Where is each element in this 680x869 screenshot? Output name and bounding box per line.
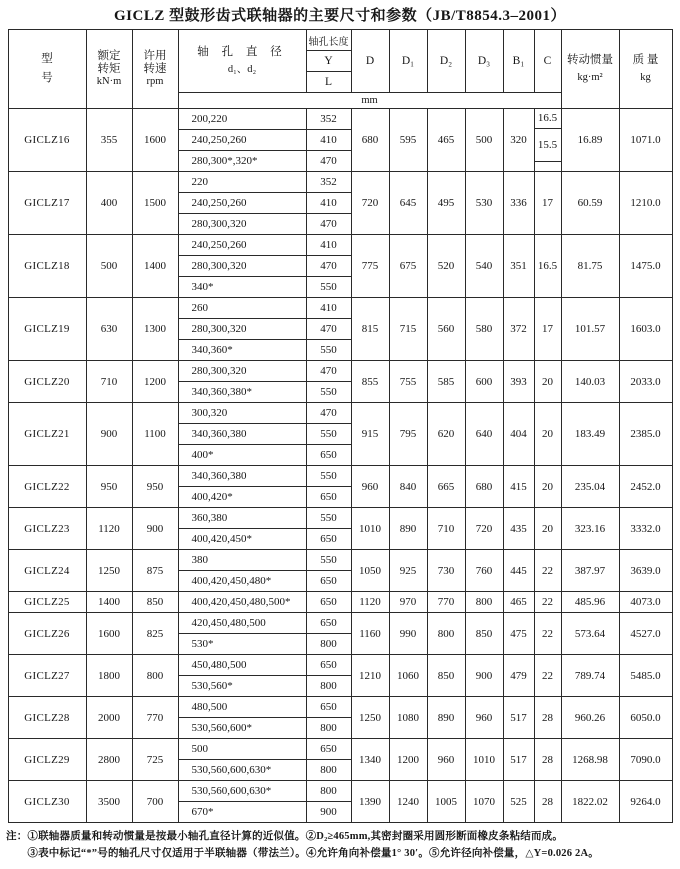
cell-B1: 517	[503, 697, 534, 739]
cell-D3: 500	[465, 109, 503, 172]
notes-line1: ①联轴器质量和转动惯量是按最小轴孔直径计算的近似值。②D₂≥465mm,其密封圈采用圆形断面橡皮条粘结而成。	[27, 831, 564, 842]
cell-C: 28	[534, 697, 561, 739]
cell-inertia: 960.26	[561, 697, 619, 739]
cell-inertia: 789.74	[561, 655, 619, 697]
cell-inertia: 140.03	[561, 361, 619, 403]
cell-D2: 730	[427, 550, 465, 592]
cell-D: 915	[351, 403, 389, 466]
cell-D: 1010	[351, 508, 389, 550]
cell-bore-length: 410	[306, 298, 351, 319]
cell-B1: 404	[503, 403, 534, 466]
cell-D: 775	[351, 235, 389, 298]
cell-bore-length: 650	[306, 445, 351, 466]
cell-speed: 1300	[132, 298, 178, 361]
table-body	[8, 109, 672, 823]
cell-D2: 960	[427, 739, 465, 781]
cell-inertia: 387.97	[561, 550, 619, 592]
cell-D: 680	[351, 109, 389, 172]
cell-inertia: 16.89	[561, 109, 619, 172]
cell-D: 1390	[351, 781, 389, 823]
cell-inertia: 485.96	[561, 592, 619, 613]
cell-inertia: 235.04	[561, 466, 619, 508]
cell-D3: 760	[465, 550, 503, 592]
header-mass: 质 量 kg	[619, 30, 672, 109]
cell-D2: 770	[427, 592, 465, 613]
cell-mass: 2452.0	[619, 466, 672, 508]
cell-D1: 1240	[389, 781, 427, 823]
header-inertia: 转动惯量 kg·m²	[561, 30, 619, 109]
cell-D3: 960	[465, 697, 503, 739]
cell-D3: 1010	[465, 739, 503, 781]
cell-bore-diameter: 280,300,320	[178, 319, 306, 340]
cell-torque: 500	[86, 235, 132, 298]
cell-bore-length: 650	[306, 697, 351, 718]
cell-speed: 900	[132, 508, 178, 550]
header-dim-D3: D₃	[465, 30, 503, 93]
table-row	[8, 235, 672, 256]
table-row	[8, 109, 672, 130]
cell-C: 20	[534, 361, 561, 403]
cell-bore-diameter: 400*	[178, 445, 306, 466]
header-length-L: L	[306, 72, 351, 93]
cell-model: GICLZ25	[8, 592, 86, 613]
cell-bore-diameter: 400,420*	[178, 487, 306, 508]
cell-model: GICLZ23	[8, 508, 86, 550]
cell-bore-length: 352	[306, 172, 351, 193]
cell-bore-length: 550	[306, 277, 351, 298]
cell-B1: 415	[503, 466, 534, 508]
cell-mass: 1475.0	[619, 235, 672, 298]
cell-bore-diameter: 380	[178, 550, 306, 571]
cell-torque: 900	[86, 403, 132, 466]
cell-bore-length: 470	[306, 151, 351, 172]
cell-D: 960	[351, 466, 389, 508]
cell-speed: 1100	[132, 403, 178, 466]
cell-D3: 720	[465, 508, 503, 550]
cell-bore-length: 550	[306, 508, 351, 529]
cell-speed: 725	[132, 739, 178, 781]
cell-D1: 990	[389, 613, 427, 655]
cell-bore-length: 410	[306, 130, 351, 151]
cell-inertia: 1268.98	[561, 739, 619, 781]
cell-bore-diameter: 300,320	[178, 403, 306, 424]
cell-bore-length: 470	[306, 256, 351, 277]
cell-speed: 800	[132, 655, 178, 697]
cell-bore-length: 550	[306, 466, 351, 487]
cell-torque: 355	[86, 109, 132, 172]
cell-torque: 630	[86, 298, 132, 361]
cell-D3: 540	[465, 235, 503, 298]
cell-D1: 970	[389, 592, 427, 613]
spec-table	[8, 29, 673, 823]
header-dim-B1: B₁	[503, 30, 534, 93]
cell-D: 1160	[351, 613, 389, 655]
cell-mass: 1603.0	[619, 298, 672, 361]
table-row	[8, 466, 672, 487]
header-dim-D2: D₂	[427, 30, 465, 93]
notes-prefix: 注：	[6, 831, 28, 842]
cell-bore-length: 650	[306, 655, 351, 676]
cell-mass: 7090.0	[619, 739, 672, 781]
cell-speed: 1200	[132, 361, 178, 403]
cell-bore-diameter: 360,380	[178, 508, 306, 529]
cell-D: 855	[351, 361, 389, 403]
cell-model: GICLZ26	[8, 613, 86, 655]
cell-bore-length: 550	[306, 382, 351, 403]
cell-D3: 680	[465, 466, 503, 508]
cell-D2: 495	[427, 172, 465, 235]
cell-B1: 517	[503, 739, 534, 781]
cell-bore-diameter: 200,220	[178, 109, 306, 130]
cell-bore-diameter: 280,300,320	[178, 214, 306, 235]
header-dim-D: D	[351, 30, 389, 93]
cell-torque: 1400	[86, 592, 132, 613]
cell-torque: 710	[86, 361, 132, 403]
cell-D2: 890	[427, 697, 465, 739]
cell-bore-diameter: 530*	[178, 634, 306, 655]
table-row	[8, 739, 672, 760]
cell-bore-length: 550	[306, 550, 351, 571]
cell-C: 22	[534, 655, 561, 697]
cell-speed: 1500	[132, 172, 178, 235]
cell-bore-length: 800	[306, 781, 351, 802]
cell-D3: 530	[465, 172, 503, 235]
cell-D1: 890	[389, 508, 427, 550]
cell-B1: 445	[503, 550, 534, 592]
cell-D2: 620	[427, 403, 465, 466]
cell-bore-diameter: 400,420,450,480*	[178, 571, 306, 592]
cell-bore-diameter: 260	[178, 298, 306, 319]
cell-B1: 351	[503, 235, 534, 298]
cell-C: 28	[534, 781, 561, 823]
cell-model: GICLZ28	[8, 697, 86, 739]
cell-model: GICLZ30	[8, 781, 86, 823]
cell-torque: 1600	[86, 613, 132, 655]
cell-D3: 580	[465, 298, 503, 361]
cell-B1: 465	[503, 592, 534, 613]
cell-bore-diameter: 240,250,260	[178, 193, 306, 214]
cell-model: GICLZ27	[8, 655, 86, 697]
cell-D2: 465	[427, 109, 465, 172]
cell-bore-length: 650	[306, 529, 351, 550]
cell-model: GICLZ24	[8, 550, 86, 592]
cell-C: 16.5 15.5	[534, 109, 561, 172]
cell-speed: 700	[132, 781, 178, 823]
cell-B1: 475	[503, 613, 534, 655]
header-length-Y: Y	[306, 51, 351, 72]
cell-bore-length: 410	[306, 235, 351, 256]
cell-bore-diameter: 340,360,380*	[178, 382, 306, 403]
cell-D2: 850	[427, 655, 465, 697]
cell-D3: 1070	[465, 781, 503, 823]
cell-D1: 1080	[389, 697, 427, 739]
notes	[6, 829, 676, 863]
cell-bore-length: 650	[306, 487, 351, 508]
cell-torque: 3500	[86, 781, 132, 823]
cell-C: 22	[534, 550, 561, 592]
header-torque: 额定 转矩 kN·m	[86, 30, 132, 109]
table-row	[8, 403, 672, 424]
cell-D1: 595	[389, 109, 427, 172]
cell-D: 1050	[351, 550, 389, 592]
cell-bore-length: 352	[306, 109, 351, 130]
cell-inertia: 60.59	[561, 172, 619, 235]
cell-mass: 5485.0	[619, 655, 672, 697]
table-row	[8, 655, 672, 676]
cell-bore-diameter: 530,560,600,630*	[178, 781, 306, 802]
cell-C: 22	[534, 613, 561, 655]
cell-model: GICLZ19	[8, 298, 86, 361]
cell-bore-diameter: 340,360,380	[178, 466, 306, 487]
cell-mass: 3332.0	[619, 508, 672, 550]
cell-D3: 800	[465, 592, 503, 613]
cell-B1: 479	[503, 655, 534, 697]
notes-line2: ③表中标记“*”号的轴孔尺寸仅适用于半联轴器（带法兰）。④允许角向补偿量1° 30′。⑤允许径向补偿量，△Y=0.026 2A。	[27, 847, 599, 859]
header-speed: 许用 转速 rpm	[132, 30, 178, 109]
cell-D1: 755	[389, 361, 427, 403]
cell-D1: 1200	[389, 739, 427, 781]
cell-D2: 520	[427, 235, 465, 298]
cell-D1: 795	[389, 403, 427, 466]
notes-body	[27, 829, 676, 863]
cell-bore-length: 550	[306, 424, 351, 445]
cell-model: GICLZ22	[8, 466, 86, 508]
cell-C: 16.5	[534, 235, 561, 298]
cell-inertia: 183.49	[561, 403, 619, 466]
cell-bore-length: 650	[306, 571, 351, 592]
cell-D: 1120	[351, 592, 389, 613]
cell-mass: 4073.0	[619, 592, 672, 613]
cell-bore-diameter: 280,300*,320*	[178, 151, 306, 172]
table-row	[8, 592, 672, 613]
cell-speed: 950	[132, 466, 178, 508]
cell-bore-diameter: 420,450,480,500	[178, 613, 306, 634]
cell-model: GICLZ16	[8, 109, 86, 172]
cell-bore-diameter: 280,300,320	[178, 361, 306, 382]
cell-bore-length: 800	[306, 634, 351, 655]
cell-D: 1210	[351, 655, 389, 697]
cell-C: 20	[534, 403, 561, 466]
table-row	[8, 550, 672, 571]
cell-inertia: 1822.02	[561, 781, 619, 823]
cell-inertia: 81.75	[561, 235, 619, 298]
cell-bore-diameter: 400,420,450,480,500*	[178, 592, 306, 613]
table-header	[8, 30, 672, 109]
cell-bore-length: 650	[306, 613, 351, 634]
cell-D: 815	[351, 298, 389, 361]
cell-torque: 1120	[86, 508, 132, 550]
cell-bore-length: 900	[306, 802, 351, 823]
cell-mass: 2033.0	[619, 361, 672, 403]
cell-bore-diameter: 530,560,600,630*	[178, 760, 306, 781]
cell-D1: 840	[389, 466, 427, 508]
header-dim-C: C	[534, 30, 561, 93]
cell-bore-diameter: 340*	[178, 277, 306, 298]
cell-B1: 435	[503, 508, 534, 550]
cell-bore-diameter: 400,420,450*	[178, 529, 306, 550]
cell-speed: 1600	[132, 109, 178, 172]
cell-D3: 600	[465, 361, 503, 403]
cell-bore-diameter: 480,500	[178, 697, 306, 718]
cell-speed: 770	[132, 697, 178, 739]
cell-model: GICLZ17	[8, 172, 86, 235]
cell-bore-diameter: 220	[178, 172, 306, 193]
cell-model: GICLZ21	[8, 403, 86, 466]
table-row	[8, 697, 672, 718]
table-row	[8, 361, 672, 382]
cell-model: GICLZ20	[8, 361, 86, 403]
cell-mass: 9264.0	[619, 781, 672, 823]
cell-torque: 1250	[86, 550, 132, 592]
cell-bore-diameter: 240,250,260	[178, 235, 306, 256]
cell-mass: 6050.0	[619, 697, 672, 739]
cell-bore-diameter: 670*	[178, 802, 306, 823]
cell-speed: 850	[132, 592, 178, 613]
cell-bore-diameter: 530,560,600*	[178, 718, 306, 739]
cell-bore-length: 800	[306, 760, 351, 781]
cell-D3: 640	[465, 403, 503, 466]
table-row	[8, 781, 672, 802]
cell-torque: 2800	[86, 739, 132, 781]
cell-D2: 1005	[427, 781, 465, 823]
cell-mass: 1210.0	[619, 172, 672, 235]
cell-B1: 393	[503, 361, 534, 403]
cell-bore-length: 470	[306, 361, 351, 382]
cell-D2: 665	[427, 466, 465, 508]
header-bore: 轴 孔 直 径 d₁、d₂	[178, 30, 306, 93]
cell-bore-diameter: 240,250,260	[178, 130, 306, 151]
cell-speed: 825	[132, 613, 178, 655]
cell-C: 20	[534, 508, 561, 550]
cell-mass: 2385.0	[619, 403, 672, 466]
cell-D: 1340	[351, 739, 389, 781]
cell-bore-length: 650	[306, 739, 351, 760]
page-title: GICLZ 型鼓形齿式联轴器的主要尺寸和参数（JB/T8854.3–2001）	[113, 8, 567, 24]
cell-C: 17	[534, 298, 561, 361]
cell-bore-diameter: 340,360*	[178, 340, 306, 361]
cell-speed: 1400	[132, 235, 178, 298]
table-row	[8, 298, 672, 319]
cell-mass: 3639.0	[619, 550, 672, 592]
cell-B1: 320	[503, 109, 534, 172]
header-dim-D1: D₁	[389, 30, 427, 93]
cell-mass: 1071.0	[619, 109, 672, 172]
cell-C: 28	[534, 739, 561, 781]
header-bore-length: 轴孔长度	[306, 30, 351, 51]
table-row	[8, 508, 672, 529]
cell-D1: 645	[389, 172, 427, 235]
cell-D: 720	[351, 172, 389, 235]
cell-D1: 925	[389, 550, 427, 592]
header-model: 型 号	[8, 30, 86, 109]
cell-bore-length: 470	[306, 403, 351, 424]
cell-torque: 2000	[86, 697, 132, 739]
cell-inertia: 573.64	[561, 613, 619, 655]
cell-D1: 675	[389, 235, 427, 298]
cell-bore-length: 800	[306, 676, 351, 697]
cell-inertia: 323.16	[561, 508, 619, 550]
table-row	[8, 172, 672, 193]
cell-C: 22	[534, 592, 561, 613]
cell-model: GICLZ18	[8, 235, 86, 298]
cell-B1: 525	[503, 781, 534, 823]
cell-D2: 710	[427, 508, 465, 550]
cell-bore-length: 800	[306, 718, 351, 739]
table-row	[8, 613, 672, 634]
cell-D3: 850	[465, 613, 503, 655]
cell-D2: 560	[427, 298, 465, 361]
cell-bore-length: 650	[306, 592, 351, 613]
cell-model: GICLZ29	[8, 739, 86, 781]
cell-bore-diameter: 450,480,500	[178, 655, 306, 676]
cell-torque: 1800	[86, 655, 132, 697]
cell-D3: 900	[465, 655, 503, 697]
cell-inertia: 101.57	[561, 298, 619, 361]
cell-D: 1250	[351, 697, 389, 739]
cell-bore-diameter: 280,300,320	[178, 256, 306, 277]
cell-bore-length: 550	[306, 340, 351, 361]
cell-mass: 4527.0	[619, 613, 672, 655]
cell-D2: 585	[427, 361, 465, 403]
cell-torque: 400	[86, 172, 132, 235]
cell-bore-length: 470	[306, 319, 351, 340]
cell-speed: 875	[132, 550, 178, 592]
cell-bore-diameter: 530,560*	[178, 676, 306, 697]
cell-bore-diameter: 500	[178, 739, 306, 760]
header-unit-mm: mm	[178, 93, 561, 109]
cell-bore-length: 410	[306, 193, 351, 214]
cell-torque: 950	[86, 466, 132, 508]
cell-C: 17	[534, 172, 561, 235]
cell-B1: 336	[503, 172, 534, 235]
cell-D2: 800	[427, 613, 465, 655]
cell-bore-length: 470	[306, 214, 351, 235]
cell-C: 20	[534, 466, 561, 508]
cell-bore-diameter: 340,360,380	[178, 424, 306, 445]
cell-D1: 1060	[389, 655, 427, 697]
cell-B1: 372	[503, 298, 534, 361]
cell-D1: 715	[389, 298, 427, 361]
